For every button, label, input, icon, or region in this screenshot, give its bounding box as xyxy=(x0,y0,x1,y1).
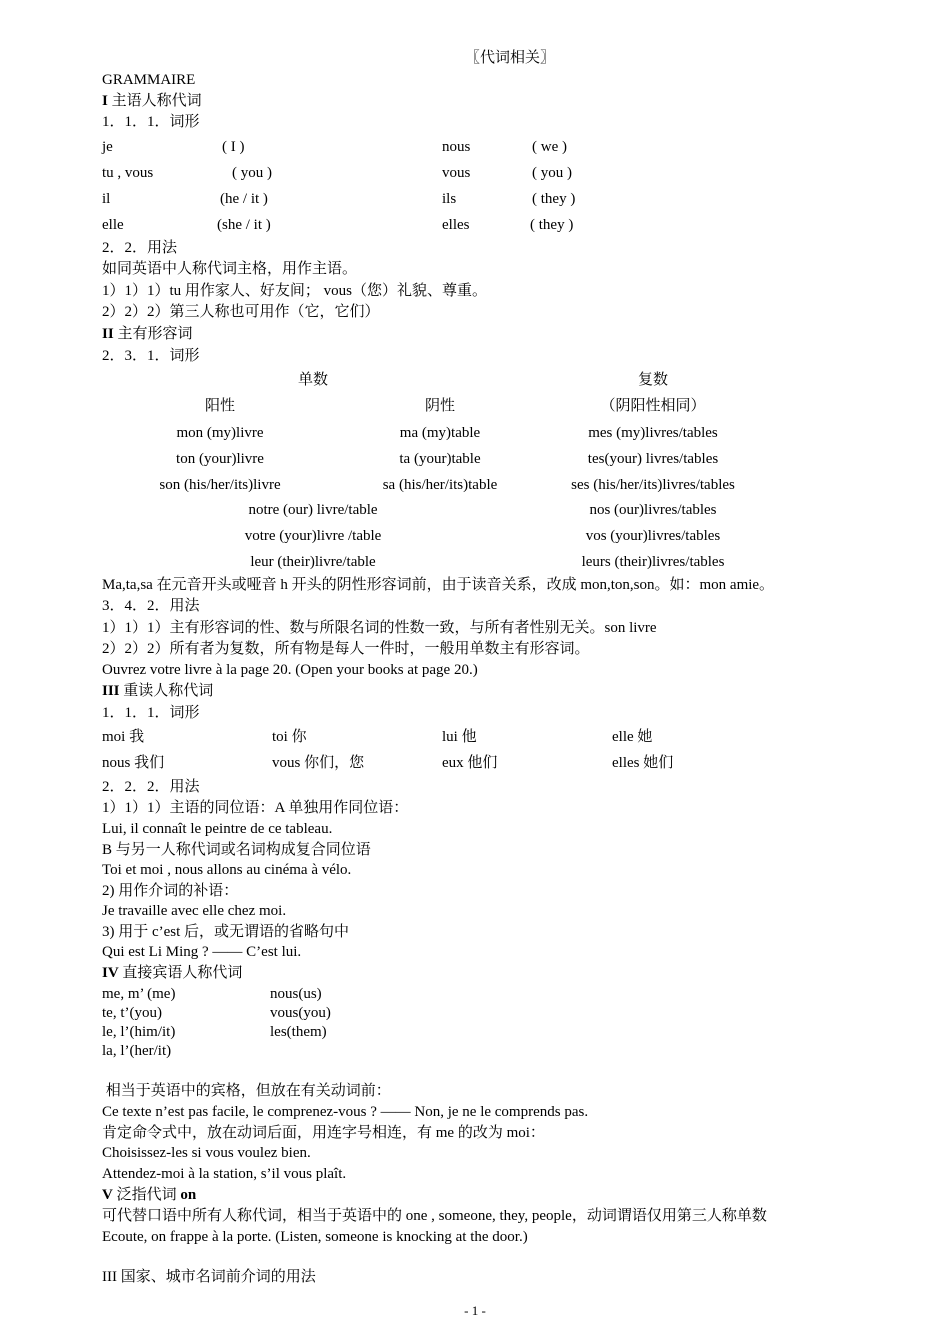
paragraph: 相当于英语中的宾格，但放在有关动词前： xyxy=(102,1083,391,1099)
column-header-plural: 复数 xyxy=(637,372,669,388)
object-pronoun-row xyxy=(0,1003,950,1023)
pronoun-cell: (she / it ) xyxy=(217,217,271,233)
pronoun-cell: vous xyxy=(442,165,471,181)
possessive-cell: ma (my)table xyxy=(399,425,481,441)
section-2-sub-usage: 3．4．2．用法 xyxy=(102,598,200,614)
paragraph: 1）1）1）tu 用作家人、好友间； vous（您）礼貌、尊重。 xyxy=(102,283,488,299)
section-1-sub-forms: 1．1．1．词形 xyxy=(102,114,200,130)
column-header-feminine: 阴性 xyxy=(424,398,456,414)
pronoun-cell: ( they ) xyxy=(530,217,574,233)
section-3-heading xyxy=(102,682,213,700)
paragraph: 可代替口语中所有人称代词，相当于英语中的 one , someone, they, people，动词谓语仅用第三人称单数 xyxy=(102,1208,767,1224)
pronoun-cell: le, l’(him/it) xyxy=(102,1024,176,1040)
paragraph: Attendez-moi à la station, s’il vous plaît. xyxy=(102,1166,347,1182)
pronoun-cell: toi 你 xyxy=(272,729,307,745)
pronoun-cell: (he / it ) xyxy=(220,191,268,207)
pronoun-row xyxy=(0,163,950,183)
grammaire-heading: GRAMMAIRE xyxy=(102,72,196,88)
paragraph: Choisissez-les si vous voulez bien. xyxy=(102,1145,311,1161)
section-1-heading xyxy=(102,92,202,110)
pronoun-cell: nous(us) xyxy=(270,986,322,1002)
pronoun-cell: ( you ) xyxy=(532,165,572,181)
section-5-number: V xyxy=(102,1187,113,1203)
pronoun-cell: elle 她 xyxy=(612,729,653,745)
pronoun-cell: lui 他 xyxy=(442,729,477,745)
paragraph: 肯定命令式中，放在动词后面，用连字号相连，有 me 的改为 moi： xyxy=(102,1125,545,1141)
paragraph: 如同英语中人称代词主格，用作主语。 xyxy=(102,261,358,277)
section-2-sub-forms: 2．3．1．词形 xyxy=(102,348,200,364)
column-header-masculine: 阳性 xyxy=(204,398,236,414)
paragraph: 3) 用于 c’est 后，或无谓语的省略句中 xyxy=(102,924,350,940)
section-3-sub-forms: 1．1．1．词形 xyxy=(102,705,200,721)
section-5-word: on xyxy=(180,1187,197,1203)
possessive-cell: leurs (their)livres/tables xyxy=(581,554,725,570)
paragraph: Ouvrez votre livre à la page 20. (Open your books at page 20.) xyxy=(102,662,478,678)
pronoun-cell: la, l’(her/it) xyxy=(102,1043,172,1059)
possessive-cell: notre (our) livre/table xyxy=(248,502,378,518)
possessive-cell: votre (your)livre /table xyxy=(244,528,382,544)
possessive-cell: mes (my)livres/tables xyxy=(588,425,718,441)
pronoun-cell: vous 你们，您 xyxy=(272,755,365,771)
section-2-title: 主有形容词 xyxy=(117,326,193,342)
possessive-cell: nos (our)livres/tables xyxy=(589,502,717,518)
possessive-cell: tes(your) livres/tables xyxy=(587,451,719,467)
paragraph: 2) 用作介词的补语： xyxy=(102,883,239,899)
paragraph: Ma,ta,sa 在元音开头或哑音 h 开头的阴性形容词前，由于读音关系，改成 mon,ton,son。如：mon amie。 xyxy=(102,577,775,593)
pronoun-cell: les(them) xyxy=(270,1024,327,1040)
column-header-singular: 单数 xyxy=(297,372,329,388)
possessive-cell: mon (my)livre xyxy=(176,425,264,441)
pronoun-cell: elles xyxy=(442,217,470,233)
stressed-pronoun-row xyxy=(0,727,950,747)
possessive-cell: ses (his/her/its)livres/tables xyxy=(571,477,735,493)
possessive-cell: son (his/her/its)livre xyxy=(159,477,281,493)
paragraph: 1）1）1）主语的同位语：A 单独用作同位语： xyxy=(102,800,409,816)
possessive-cell: ta (your)table xyxy=(399,451,481,467)
section-4-heading xyxy=(102,964,242,982)
pronoun-cell: ils xyxy=(442,191,457,207)
section-2-number: II xyxy=(102,326,114,342)
paragraph: Qui est Li Ming ? —— C’est lui. xyxy=(102,944,302,960)
pronoun-cell: me, m’ (me) xyxy=(102,986,176,1002)
paragraph: 2）2）2）第三人称也可用作（它，它们） xyxy=(102,304,380,320)
stressed-pronoun-row xyxy=(0,753,950,773)
paragraph: Ce texte n’est pas facile, le comprenez-vous ? —— Non, je ne le comprends pas. xyxy=(102,1104,589,1120)
document-title: 〖代词相关〗 xyxy=(464,50,556,66)
pronoun-cell: ( we ) xyxy=(532,139,567,155)
pronoun-row xyxy=(0,215,950,235)
pronoun-cell: nous xyxy=(442,139,471,155)
section-4-number: IV xyxy=(102,965,119,981)
pronoun-cell: ( you ) xyxy=(232,165,272,181)
paragraph: 1）1）1）主有形容词的性、数与所限名词的性数一致，与所有者性别无关。son livre xyxy=(102,620,657,636)
section-1-title: 主语人称代词 xyxy=(111,93,202,109)
section-3-title: 重读人称代词 xyxy=(123,683,214,699)
pronoun-row xyxy=(0,189,950,209)
pronoun-cell: il xyxy=(102,191,111,207)
paragraph: Toi et moi , nous allons au cinéma à vélo. xyxy=(102,862,352,878)
possessive-cell: leur (their)livre/table xyxy=(250,554,376,570)
possessive-cell: ton (your)livre xyxy=(176,451,264,467)
pronoun-cell: ( I ) xyxy=(222,139,245,155)
paragraph: Lui, il connaît le peintre de ce tableau. xyxy=(102,821,333,837)
section-1-number: I xyxy=(102,93,108,109)
paragraph: B 与另一人称代词或名词构成复合同位语 xyxy=(102,842,371,858)
paragraph: 2）2）2）所有者为复数，所有物是每人一件时，一般用单数主有形容词。 xyxy=(102,641,590,657)
pronoun-cell: te, t’(you) xyxy=(102,1005,162,1021)
pronoun-cell: eux 他们 xyxy=(442,755,498,771)
pronoun-cell: vous(you) xyxy=(270,1005,331,1021)
object-pronoun-row xyxy=(0,1041,950,1061)
section-2-heading xyxy=(102,325,192,343)
section-3-sub-usage: 2．2．2．用法 xyxy=(102,779,200,795)
paragraph: Je travaille avec elle chez moi. xyxy=(102,903,287,919)
object-pronoun-row xyxy=(0,984,950,1004)
pronoun-cell: moi 我 xyxy=(102,729,145,745)
section-6-heading: III 国家、城市名词前介词的用法 xyxy=(102,1269,316,1285)
pronoun-cell: nous 我们 xyxy=(102,755,165,771)
section-1-sub-usage: 2．2．用法 xyxy=(102,240,178,256)
pronoun-row xyxy=(0,137,950,157)
page-number: - 1 - xyxy=(464,1303,486,1318)
pronoun-cell: elles 她们 xyxy=(612,755,674,771)
section-5-title: 泛指代词 xyxy=(116,1187,177,1203)
section-3-number: III xyxy=(102,683,120,699)
possessive-cell: vos (your)livres/tables xyxy=(585,528,721,544)
column-header-same-gender: （阴阳性相同） xyxy=(600,398,706,414)
pronoun-cell: je xyxy=(102,139,113,155)
object-pronoun-row xyxy=(0,1022,950,1042)
paragraph: Ecoute, on frappe à la porte. (Listen, someone is knocking at the door.) xyxy=(102,1229,528,1245)
section-4-title: 直接宾语人称代词 xyxy=(122,965,243,981)
pronoun-cell: tu , vous xyxy=(102,165,154,181)
possessive-cell: sa (his/her/its)table xyxy=(382,477,498,493)
pronoun-cell: elle xyxy=(102,217,124,233)
pronoun-cell: ( they ) xyxy=(532,191,576,207)
section-5-heading xyxy=(102,1186,196,1204)
